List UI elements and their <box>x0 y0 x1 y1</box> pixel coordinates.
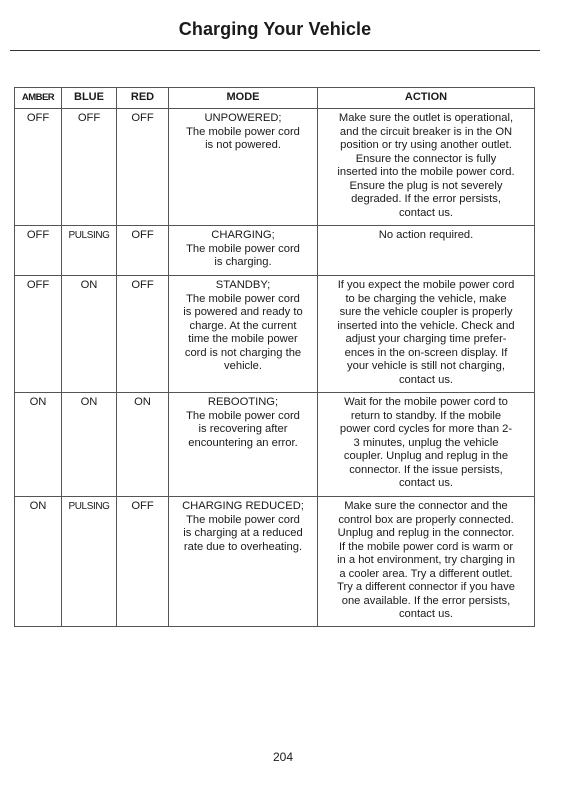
blue-cell: OFF <box>62 109 117 226</box>
blue-cell: ON <box>62 393 117 497</box>
action-cell: Make sure the connector and the control box are properly connected. Unplug and replug in the connector. If the mobile power cord is warm or in a hot environment, try charging in a cooler area. Try a different outlet. Try a different connector if you have one available. If the error persists, contact us. <box>318 497 535 627</box>
mode-cell: REBOOTING; The mobile power cord is recovering after encountering an error. <box>169 393 318 497</box>
red-cell: OFF <box>117 497 169 627</box>
blue-cell: ON <box>62 276 117 393</box>
page-title: Charging Your Vehicle <box>178 19 372 39</box>
mode-cell: STANDBY; The mobile power cord is powered and ready to charge. At the current time the mobile power cord is not charging the vehicle. <box>169 276 318 393</box>
amber-cell: ON <box>15 393 62 497</box>
column-header-amber: AMBER <box>15 88 62 109</box>
mode-cell: UNPOWERED; The mobile power cord is not powered. <box>169 109 318 226</box>
page-header <box>10 0 540 51</box>
amber-cell: ON <box>15 497 62 627</box>
blue-cell: PULSING <box>62 226 117 276</box>
table-row <box>15 393 535 497</box>
action-cell: Wait for the mobile power cord to return to standby. If the mobile power cord cycles for more than 2- 3 minutes, unplug the vehicle coupler. Unplug and replug in the connector. If the issue persists, contact us. <box>318 393 535 497</box>
red-cell: OFF <box>117 109 169 226</box>
action-cell: If you expect the mobile power cord to be charging the vehicle, make sure the vehicle coupler is properly inserted into the vehicle. Check and adjust your charging time prefer- ences in the on-screen display. If your vehicle is still not charging, contact us. <box>318 276 535 393</box>
red-cell: OFF <box>117 226 169 276</box>
table-row <box>15 109 535 226</box>
red-cell: OFF <box>117 276 169 393</box>
column-header-action: ACTION <box>318 88 535 109</box>
amber-cell: OFF <box>15 109 62 226</box>
column-header-red: RED <box>117 88 169 109</box>
status-light-table <box>14 87 535 627</box>
table-header-row <box>15 88 535 109</box>
blue-cell: PULSING <box>62 497 117 627</box>
table-row <box>15 276 535 393</box>
page-number: 204 <box>272 750 294 764</box>
action-cell: No action required. <box>318 226 535 276</box>
table-row <box>15 226 535 276</box>
amber-cell: OFF <box>15 276 62 393</box>
amber-cell: OFF <box>15 226 62 276</box>
table-row <box>15 497 535 627</box>
column-header-mode: MODE <box>169 88 318 109</box>
column-header-blue: BLUE <box>62 88 117 109</box>
action-cell: Make sure the outlet is operational, and the circuit breaker is in the ON position or try using another outlet. Ensure the connector is fully inserted into the mobile power cord. Ensure the plug is not severely degraded. If the error persists, contact us. <box>318 109 535 226</box>
mode-cell: CHARGING; The mobile power cord is charging. <box>169 226 318 276</box>
mode-cell: CHARGING REDUCED; The mobile power cord is charging at a reduced rate due to overheating. <box>169 497 318 627</box>
red-cell: ON <box>117 393 169 497</box>
